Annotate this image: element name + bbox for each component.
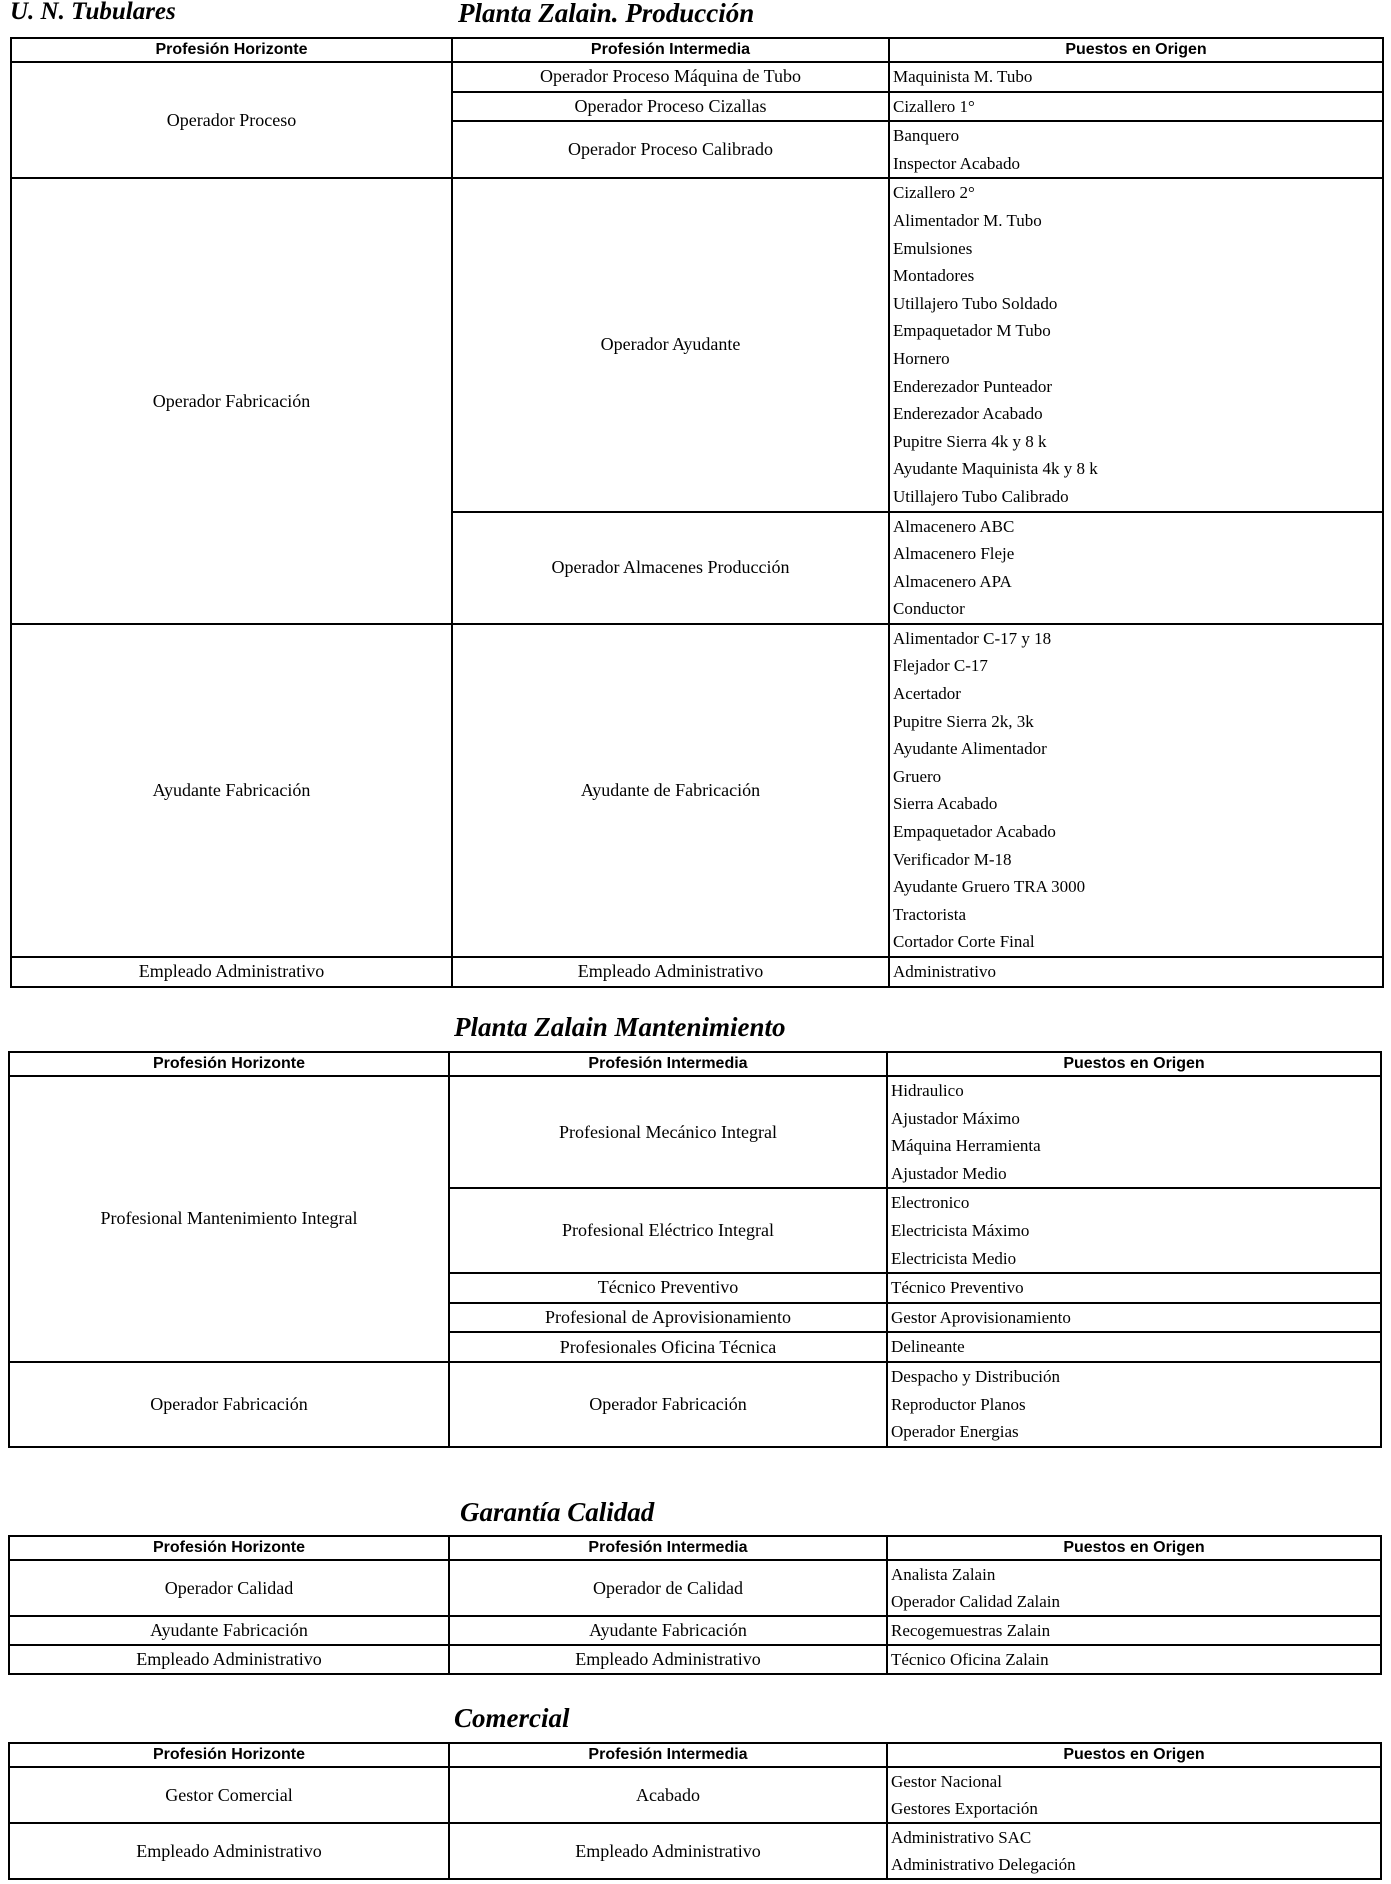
puesto-item: Almacenero APA: [893, 571, 1012, 591]
puesto-item: Tractorista: [893, 904, 967, 924]
puesto-item: Flejador C-17: [893, 656, 988, 676]
puesto-item: Operador Energias: [891, 1422, 1019, 1442]
column-header: Puestos en Origen: [887, 1536, 1381, 1560]
table-row: [11, 624, 1383, 957]
puesto-item: Gestor Nacional: [891, 1772, 1002, 1791]
puesto-item: Ayudante Alimentador: [893, 739, 1047, 759]
comercial-title: Comercial: [454, 1703, 570, 1733]
puesto-item: Técnico Preventivo: [891, 1278, 1024, 1298]
table-row: [11, 957, 1383, 987]
profesion-intermedia-cell: Ayudante de Fabricación: [452, 624, 889, 957]
table-row: [9, 1362, 1381, 1447]
profesion-intermedia-cell: Acabado: [449, 1767, 887, 1823]
document-header: [0, 0, 1391, 28]
puesto-item: Gruero: [893, 766, 942, 786]
puesto-item: Ajustador Medio: [891, 1163, 1007, 1183]
puesto-item: Enderezador Acabado: [893, 404, 1043, 424]
puesto-item: Utillajero Tubo Soldado: [893, 293, 1058, 313]
puestos-origen-cell: [887, 1303, 1381, 1333]
mantenimiento-table: [8, 1051, 1382, 1448]
produccion-title: Planta Zalain. Producción: [458, 0, 755, 28]
puesto-item: Montadores: [893, 266, 975, 286]
puesto-item: Sierra Acabado: [893, 794, 998, 814]
profesion-intermedia-cell: Operador Ayudante: [452, 178, 889, 511]
puesto-item: Almacenero ABC: [893, 516, 1015, 536]
puestos-origen-cell: [887, 1188, 1381, 1273]
profesion-horizonte-cell: Ayudante Fabricación: [11, 624, 452, 957]
business-unit-title: U. N. Tubulares: [10, 0, 176, 25]
profesion-intermedia-cell: Operador Fabricación: [449, 1362, 887, 1447]
column-header: Profesión Intermedia: [449, 1743, 887, 1767]
column-header: Puestos en Origen: [887, 1743, 1381, 1767]
profesion-intermedia-cell: Técnico Preventivo: [449, 1273, 887, 1303]
puesto-item: Electronico: [891, 1193, 970, 1213]
profesion-horizonte-cell: Empleado Administrativo: [11, 957, 452, 987]
puesto-item: Gestor Aprovisionamiento: [891, 1307, 1071, 1327]
profesion-horizonte-cell: Operador Proceso: [11, 62, 452, 178]
column-header: Puestos en Origen: [887, 1052, 1381, 1076]
table-row: [9, 1767, 1381, 1823]
puesto-item: Alimentador M. Tubo: [893, 210, 1042, 230]
puestos-origen-cell: [889, 121, 1383, 178]
profesion-intermedia-cell: Profesional Eléctrico Integral: [449, 1188, 887, 1273]
puesto-item: Analista Zalain: [891, 1565, 996, 1584]
column-header: Profesión Intermedia: [452, 38, 889, 62]
comercial-table: [8, 1742, 1382, 1880]
column-header: Profesión Horizonte: [9, 1052, 449, 1076]
profesion-intermedia-cell: Profesional de Aprovisionamiento: [449, 1303, 887, 1333]
puesto-item: Cortador Corte Final: [893, 932, 1035, 952]
puestos-origen-cell: [887, 1616, 1381, 1645]
table-row: [11, 178, 1383, 511]
puestos-origen-cell: [887, 1560, 1381, 1616]
mantenimiento-title: Planta Zalain Mantenimiento: [454, 1012, 786, 1042]
puesto-item: Administrativo: [893, 962, 996, 981]
profesion-intermedia-cell: Operador de Calidad: [449, 1560, 887, 1616]
puesto-item: Técnico Oficina Zalain: [891, 1650, 1049, 1669]
profesion-horizonte-cell: Operador Fabricación: [11, 178, 452, 624]
puestos-origen-cell: [889, 62, 1383, 92]
puesto-item: Cizallero 1°: [893, 96, 975, 116]
column-header: Puestos en Origen: [889, 38, 1383, 62]
puestos-origen-cell: [887, 1645, 1381, 1674]
profesion-horizonte-cell: Empleado Administrativo: [9, 1823, 449, 1879]
profesion-intermedia-cell: Operador Proceso Calibrado: [452, 121, 889, 178]
puesto-item: Delineante: [891, 1337, 965, 1357]
profesion-intermedia-cell: Operador Proceso Cizallas: [452, 92, 889, 122]
puestos-origen-cell: [887, 1362, 1381, 1447]
puesto-item: Empaquetador M Tubo: [893, 321, 1051, 341]
puesto-item: Banquero: [893, 126, 960, 146]
puesto-item: Cizallero 2°: [893, 183, 975, 203]
table-header-row: [11, 38, 1383, 62]
table-row: [11, 62, 1383, 92]
profesion-horizonte-cell: Ayudante Fabricación: [9, 1616, 449, 1645]
profesion-horizonte-cell: Operador Fabricación: [9, 1362, 449, 1447]
puesto-item: Máquina Herramienta: [891, 1136, 1041, 1156]
puestos-origen-cell: [889, 512, 1383, 624]
puesto-item: Inspector Acabado: [893, 153, 1020, 173]
table-header-row: [9, 1536, 1381, 1560]
puesto-item: Hornero: [893, 348, 950, 368]
table-header-row: [9, 1052, 1381, 1076]
puesto-item: Verificador M-18: [893, 849, 1012, 869]
profesion-horizonte-cell: Empleado Administrativo: [9, 1645, 449, 1674]
column-header: Profesión Horizonte: [9, 1743, 449, 1767]
puesto-item: Ayudante Maquinista 4k y 8 k: [893, 459, 1098, 479]
profesion-horizonte-cell: Operador Calidad: [9, 1560, 449, 1616]
puesto-item: Ayudante Gruero TRA 3000: [893, 877, 1086, 897]
puesto-item: Almacenero Fleje: [893, 544, 1015, 564]
column-header: Profesión Horizonte: [9, 1536, 449, 1560]
profesion-intermedia-cell: Empleado Administrativo: [449, 1823, 887, 1879]
column-header: Profesión Intermedia: [449, 1536, 887, 1560]
puesto-item: Recogemuestras Zalain: [891, 1621, 1051, 1640]
puesto-item: Operador Calidad Zalain: [891, 1592, 1060, 1611]
column-header: Profesión Intermedia: [449, 1052, 887, 1076]
puesto-item: Despacho y Distribución: [891, 1366, 1061, 1386]
puesto-item: Ajustador Máximo: [891, 1108, 1020, 1128]
puesto-item: Utillajero Tubo Calibrado: [893, 486, 1069, 506]
table-row: [9, 1645, 1381, 1674]
puestos-origen-cell: [887, 1767, 1381, 1823]
puestos-origen-cell: [889, 178, 1383, 511]
table-row: [9, 1823, 1381, 1879]
puesto-item: Pupitre Sierra 4k y 8 k: [893, 431, 1047, 451]
profesion-horizonte-cell: Profesional Mantenimiento Integral: [9, 1076, 449, 1362]
puestos-origen-cell: [887, 1076, 1381, 1188]
table-header-row: [9, 1743, 1381, 1767]
puesto-item: Enderezador Punteador: [893, 376, 1053, 396]
puesto-item: Hidraulico: [891, 1081, 964, 1100]
calidad-table: [8, 1535, 1382, 1675]
puesto-item: Electricista Máximo: [891, 1220, 1030, 1240]
puesto-item: Alimentador C-17 y 18: [893, 628, 1052, 648]
puestos-origen-cell: [889, 92, 1383, 122]
table-row: [9, 1076, 1381, 1188]
puestos-origen-cell: [887, 1273, 1381, 1303]
puesto-item: Reproductor Planos: [891, 1394, 1026, 1414]
profesion-intermedia-cell: Profesionales Oficina Técnica: [449, 1332, 887, 1362]
profesion-horizonte-cell: Gestor Comercial: [9, 1767, 449, 1823]
calidad-title: Garantía Calidad: [460, 1497, 655, 1527]
profesion-intermedia-cell: Ayudante Fabricación: [449, 1616, 887, 1645]
puesto-item: Pupitre Sierra 2k, 3k: [893, 711, 1034, 731]
profesion-intermedia-cell: Operador Proceso Máquina de Tubo: [452, 62, 889, 92]
puesto-item: Emulsiones: [893, 238, 973, 258]
produccion-table: [10, 37, 1384, 988]
profesion-intermedia-cell: Operador Almacenes Producción: [452, 512, 889, 624]
puesto-item: Empaquetador Acabado: [893, 822, 1056, 842]
puesto-item: Maquinista M. Tubo: [893, 67, 1033, 86]
profesion-intermedia-cell: Empleado Administrativo: [452, 957, 889, 987]
puesto-item: Conductor: [893, 599, 965, 619]
puesto-item: Administrativo Delegación: [891, 1855, 1076, 1874]
puestos-origen-cell: [889, 624, 1383, 957]
puestos-origen-cell: [887, 1823, 1381, 1879]
table-row: [9, 1616, 1381, 1645]
table-row: [9, 1560, 1381, 1616]
profesion-intermedia-cell: Profesional Mecánico Integral: [449, 1076, 887, 1188]
puesto-item: Acertador: [893, 684, 961, 704]
puestos-origen-cell: [887, 1332, 1381, 1362]
puesto-item: Gestores Exportación: [891, 1799, 1038, 1818]
puesto-item: Electricista Medio: [891, 1248, 1017, 1268]
column-header: Profesión Horizonte: [11, 38, 452, 62]
puestos-origen-cell: [889, 957, 1383, 987]
puesto-item: Administrativo SAC: [891, 1828, 1032, 1847]
profesion-intermedia-cell: Empleado Administrativo: [449, 1645, 887, 1674]
